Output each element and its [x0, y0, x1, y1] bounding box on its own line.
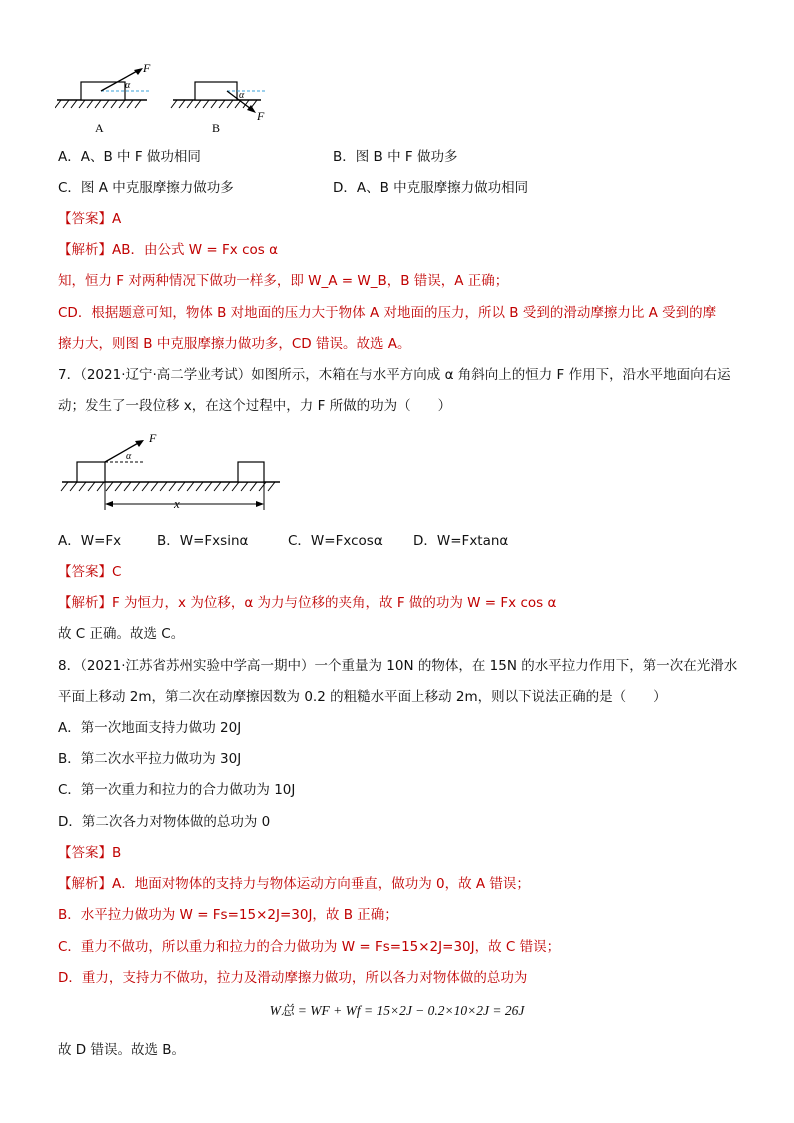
q8-explanation-1: 【解析】A．地面对物体的支持力与物体运动方向垂直，做功为 0，故 A 错误；	[58, 876, 530, 892]
angle-label-q7: α	[126, 451, 132, 462]
crate-end	[238, 462, 264, 482]
angle-label-b: α	[239, 90, 245, 101]
q8-answer: 【答案】B	[58, 845, 122, 861]
force-label-a: F	[143, 61, 151, 75]
q7-stem-2: 动；发生了一段位移 x，在这个过程中，力 F 所做的功为（ ）	[58, 398, 452, 414]
angle-label-a: α	[125, 80, 131, 91]
q8-option-a: A．第一次地面支持力做功 20J	[58, 720, 242, 736]
label-a: A	[95, 121, 104, 135]
q8-formula: W总 = WF + Wf = 15×2J − 0.2×10×2J = 26J	[269, 1003, 525, 1018]
block-b	[195, 82, 237, 100]
displacement-label-q7: x	[174, 496, 180, 511]
label-b: B	[212, 121, 221, 135]
q6-answer: 【答案】A	[58, 211, 122, 227]
q8-explanation-3: C．重力不做功，所以重力和拉力的合力做功为 W = Fs=15×2J=30J，故 C 错误；	[58, 939, 561, 955]
q8-option-d: D．第二次各力对物体做的总功为 0	[58, 814, 271, 830]
q6-explanation-3: CD．根据题意可知，物体 B 对地面的压力大于物体 A 对地面的压力，所以 B 受到的滑动摩擦力比 A 受到的摩	[58, 305, 717, 321]
crate-start	[77, 462, 105, 482]
q8-explanation-5: 故 D 错误。故选 B。	[58, 1042, 186, 1058]
q7-option-b: B．W=Fxsinα	[157, 533, 249, 549]
q8-explanation-4: D．重力，支持力不做功，拉力及滑动摩擦力做功，所以各力对物体做的总功为	[58, 970, 528, 986]
figure-q7	[58, 428, 288, 520]
q8-option-c: C．第一次重力和拉力的合力做功为 10J	[58, 782, 296, 798]
figure-a	[55, 61, 151, 135]
q8-stem-1: 8．（2021·江苏省苏州实验中学高一期中）一个重量为 10N 的物体，在 15N 的水平拉力作用下，第一次在光滑水	[58, 658, 738, 674]
q8-explanation-2: B．水平拉力做功为 W = Fs=15×2J=30J，故 B 正确；	[58, 907, 398, 923]
q6-option-a: A．A、B 中 F 做功相同	[58, 149, 201, 165]
q6-explanation-2: 知，恒力 F 对两种情况下做功一样多，即 W_A = W_B，B 错误，A 正确；	[58, 273, 509, 289]
q7-stem-1: 7．（2021·辽宁·高二学业考试）如图所示，木箱在与水平方向成 α 角斜向上的恒力 F 作用下，沿水平地面向右运	[58, 367, 731, 383]
q7-answer: 【答案】C	[58, 564, 122, 580]
force-label-q7: F	[149, 431, 157, 445]
q7-option-a: A．W=Fx	[58, 533, 122, 549]
figure-b	[171, 82, 265, 135]
q6-option-d: D．A、B 中克服摩擦力做功相同	[333, 180, 529, 196]
q6-option-b: B．图 B 中 F 做功多	[333, 149, 458, 165]
q7-explanation-2: 故 C 正确。故选 C。	[58, 626, 185, 642]
q6-explanation-1: 【解析】AB．由公式 W = Fx cos α	[58, 242, 278, 258]
q6-option-c: C．图 A 中克服摩擦力做功多	[58, 180, 234, 196]
force-label-b: F	[257, 109, 265, 123]
q7-explanation-1: 【解析】F 为恒力，x 为位移，α 为力与位移的夹角，故 F 做的功为 W = Fx cos α	[58, 595, 557, 611]
q6-explanation-4: 擦力大，则图 B 中克服摩擦力做功多，CD 错误。故选 A。	[58, 336, 411, 352]
q8-stem-2: 平面上移动 2m，第二次在动摩擦因数为 0.2 的粗糙水平面上移动 2m，则以下说法正确的是（ ）	[58, 689, 667, 705]
figure-ab	[55, 60, 285, 140]
q7-option-d: D．W=Fxtanα	[413, 533, 509, 549]
q7-option-c: C．W=Fxcosα	[288, 533, 383, 549]
q8-option-b: B．第二次水平拉力做功为 30J	[58, 751, 242, 767]
